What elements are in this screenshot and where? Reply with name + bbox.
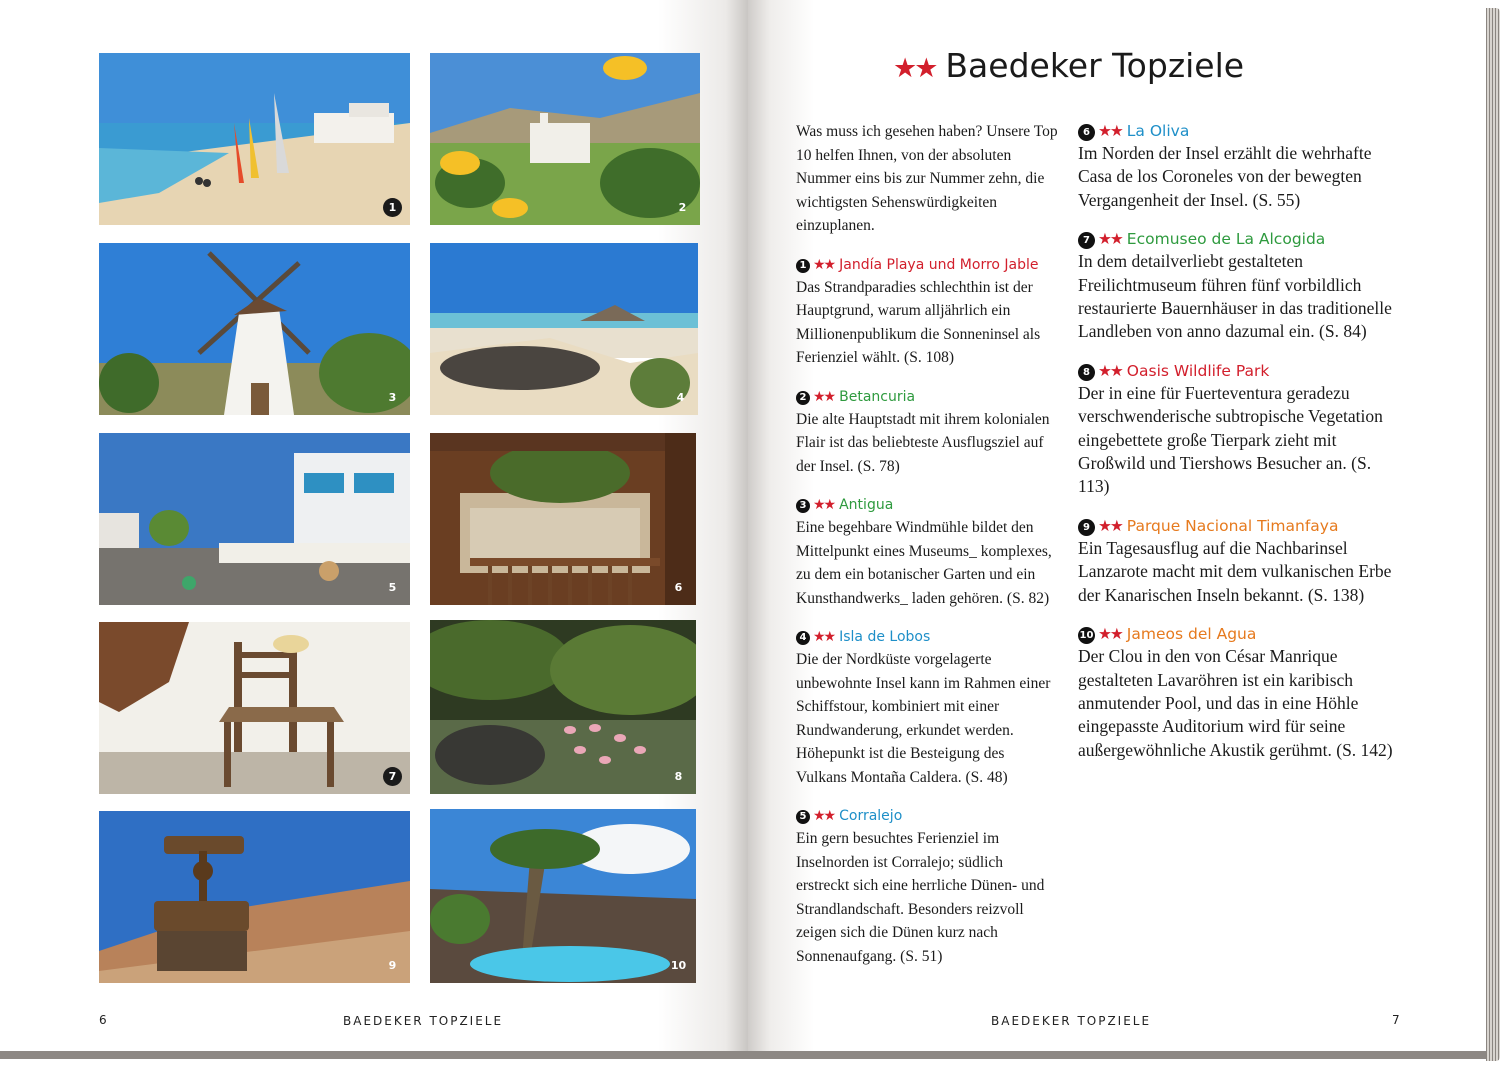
entry-text: Die der Nordküste vorgelagerte unbewohnte Insel kann im Rahmen einer Schiffstour, kombiniert mit einer Rundwanderung, erkundet werden. Höhepunkt ist die Besteigung des Vulkans Montaña Caldera. (S. 48)	[796, 651, 1051, 786]
photo-number-badge: 9	[388, 959, 397, 972]
running-head: BAEDEKER TOPZIELE	[343, 1014, 504, 1028]
photo-timanfaya	[99, 811, 410, 983]
topziel-entry: 10 ★★ Jameos del Agua Der Clou in den von César Manrique gestalteten Lavaröhren ist ein karibisch anmutender Pool, und das in eine Höhle eingepasste Auditorium wird für seine außergewöhnliche Akustik gerühmt. (S. 142)	[1078, 623, 1398, 762]
right-page	[748, 0, 1486, 1059]
photo-number-badge: 2	[678, 201, 687, 214]
photo-chair	[99, 622, 410, 794]
photo-corralejo-promenade	[99, 433, 410, 605]
topziel-entry: 3 ★★ Antigua Eine begehbare Windmühle bildet den Mittelpunkt eines Museums_ komplexes, zu dem ein botanischer Garten und ein Kunsthandwerks_ laden gehören. (S. 82)	[796, 494, 1058, 610]
photo-number-badge: 3	[388, 391, 397, 404]
entry-text: Ein gern besuchtes Ferienziel im Inselnorden ist Corralejo; südlich erstreckt sich eine herrliche Dünen- und Strandlandschaft. Besonders reizvoll zeigen sich die Dünen kurz nach Sonnenaufgang. (S. 51)	[796, 830, 1045, 965]
topziel-entry: 6 ★★ La Oliva Im Norden der Insel erzählt die wehrhafte Casa de los Coroneles von der bewegten Vergangenheit der Insel. (S. 55)	[1078, 120, 1398, 212]
photo-number-badge: 4	[676, 391, 685, 404]
photo-village-flowers	[430, 53, 700, 225]
number-bullet: 1	[796, 259, 810, 273]
intro-text: Was muss ich gesehen haben? Unsere Top 10 helfen Ihnen, von der absoluten Nummer eins bis zur Nummer zehn, die wichtigsten Sehenswürdigkeiten einzuplanen.	[796, 123, 1058, 234]
photo-number-badge: 5	[388, 581, 397, 594]
entry-text: Der Clou in den von César Manrique gestalteten Lavaröhren ist ein karibisch anmutender Pool, und das in eine Höhle eingepasste Auditorium wird für seine außergewöhnliche Akustik gerühmt. (S. 142)	[1078, 646, 1393, 760]
number-bullet: 2	[796, 391, 810, 405]
topziel-entry: 7 ★★ Ecomuseo de La Alcogida In dem detailverliebt gestalteten Freilichtmuseum führen fünf vorbildlich restaurierte Bauernhäuser in das traditionelle Landleben von anno dazumal ein. (S. 84)	[1078, 228, 1398, 344]
entry-title: Betancuria	[839, 388, 916, 405]
entry-text: Ein Tagesausflug auf die Nachbarinsel Lanzarote macht mit dem vulkanischen Erbe der Kanarischen Inseln bekannt. (S. 138)	[1078, 537, 1392, 605]
entry-text: Im Norden der Insel erzählt die wehrhafte Casa de los Coroneles von der bewegten Vergangenheit der Insel. (S. 55)	[1078, 143, 1372, 210]
star-rating-icon: ★★	[893, 53, 936, 84]
topziel-entry: 9 ★★ Parque Nacional Timanfaya Ein Tagesausflug auf die Nachbarinsel Lanzarote macht mit dem vulkanischen Erbe der Kanarischen Inseln bekannt. (S. 138)	[1078, 515, 1398, 607]
number-bullet: 8	[1078, 364, 1095, 381]
page-stack-edge	[1486, 8, 1500, 1061]
topziel-entry: 4 ★★ Isla de Lobos Die der Nordküste vorgelagerte unbewohnte Insel kann im Rahmen einer Schiffstour, kombiniert mit einer Rundwanderung, erkundet werden. Höhepunkt ist die Besteigung des Vulkans Montaña Caldera. (S. 48)	[796, 626, 1058, 789]
topziel-entry: 5 ★★ Corralejo Ein gern besuchtes Ferienziel im Inselnorden ist Corralejo; südlich erstreckt sich eine herrliche Dünen- und Strandlandschaft. Besonders reizvoll zeigen sich die Dünen kurz nach Sonnenaufgang. (S. 51)	[796, 805, 1058, 968]
entry-text: Die alte Hauptstadt mit ihrem kolonialen Flair ist das beliebteste Ausflugsziel auf der Insel. (S. 78)	[796, 410, 1050, 475]
entry-text: Eine begehbare Windmühle bildet den Mittelpunkt eines Museums_ komplexes, zu dem ein botanischer Garten und ein Kunsthandwerks_ laden gehören. (S. 82)	[796, 519, 1052, 607]
entry-title: Jameos del Agua	[1126, 625, 1257, 644]
photo-jameos-del-agua	[430, 809, 696, 983]
entry-title: Corralejo	[839, 808, 903, 824]
entry-text: Der in eine für Fuerteventura geradezu verschwenderische subtropische Vegetation eingebettete große Tierpark zieht mit Großwild und Tiershows Besucher an. (S. 113)	[1078, 382, 1383, 497]
entry-text: In dem detailverliebt gestalteten Freilichtmuseum führen fünf vorbildlich restaurierte Bauernhäuser in das traditionelle Landleben von anno dazumal ein. (S. 84)	[1078, 251, 1392, 342]
number-bullet: 10	[1078, 627, 1095, 644]
number-bullet: 6	[1078, 124, 1095, 141]
photo-beach	[99, 53, 410, 225]
entry-title: Oasis Wildlife Park	[1126, 361, 1270, 380]
page-title-text: Baedeker Topziele	[945, 46, 1245, 85]
number-bullet: 4	[796, 631, 810, 645]
topziel-entry: 1 ★★ Jandía Playa und Morro Jable Das Strandparadies schlechthin ist der Hauptgrund, warum alljährlich ein Millionenpublikum die Sonneninsel als Ferienziel wählt. (S. 108)	[796, 254, 1058, 370]
photo-number-badge: 7	[383, 767, 402, 786]
entry-title: Parque Nacional Timanfaya	[1126, 516, 1339, 535]
photo-windmill	[99, 243, 410, 415]
entry-title: Jandía Playa und Morro Jable	[839, 256, 1039, 273]
photo-flamingos	[430, 620, 696, 794]
photo-number-badge: 1	[383, 198, 402, 217]
photo-isla-de-lobos	[430, 243, 698, 415]
photo-number-badge: 8	[674, 770, 683, 783]
page-number: 6	[99, 1013, 107, 1027]
topziel-entry: 8 ★★ Oasis Wildlife Park Der in eine für Fuerteventura geradezu verschwenderische subtropische Vegetation eingebettete große Tierpark zieht mit Großwild und Tiershows Besucher an. (S. 113)	[1078, 360, 1398, 499]
page-number: 7	[1392, 1013, 1400, 1027]
text-column-left	[796, 120, 1058, 968]
photo-courtyard	[430, 433, 696, 605]
entry-title: Antigua	[839, 497, 894, 513]
number-bullet: 7	[1078, 232, 1095, 249]
entry-title: La Oliva	[1126, 122, 1190, 140]
topziel-entry: 2 ★★ Betancuria Die alte Hauptstadt mit ihrem kolonialen Flair ist das beliebteste Ausflugsziel auf der Insel. (S. 78)	[796, 386, 1058, 479]
number-bullet: 3	[796, 499, 810, 513]
running-head: BAEDEKER TOPZIELE	[991, 1014, 1152, 1028]
number-bullet: 9	[1078, 519, 1095, 536]
page-title	[893, 46, 1244, 85]
photo-number-badge: 10	[670, 959, 687, 972]
left-page	[0, 0, 748, 1059]
entry-title: Isla de Lobos	[839, 629, 931, 645]
number-bullet: 5	[796, 810, 810, 824]
photo-number-badge: 6	[674, 581, 683, 594]
text-column-right	[1078, 120, 1398, 762]
entry-title: Ecomuseo de La Alcogida	[1126, 230, 1326, 249]
entry-text: Das Strandparadies schlechthin ist der Hauptgrund, warum alljährlich ein Millionenpublikum die Sonneninsel als Ferienziel wählt. (S. 108)	[796, 278, 1041, 366]
